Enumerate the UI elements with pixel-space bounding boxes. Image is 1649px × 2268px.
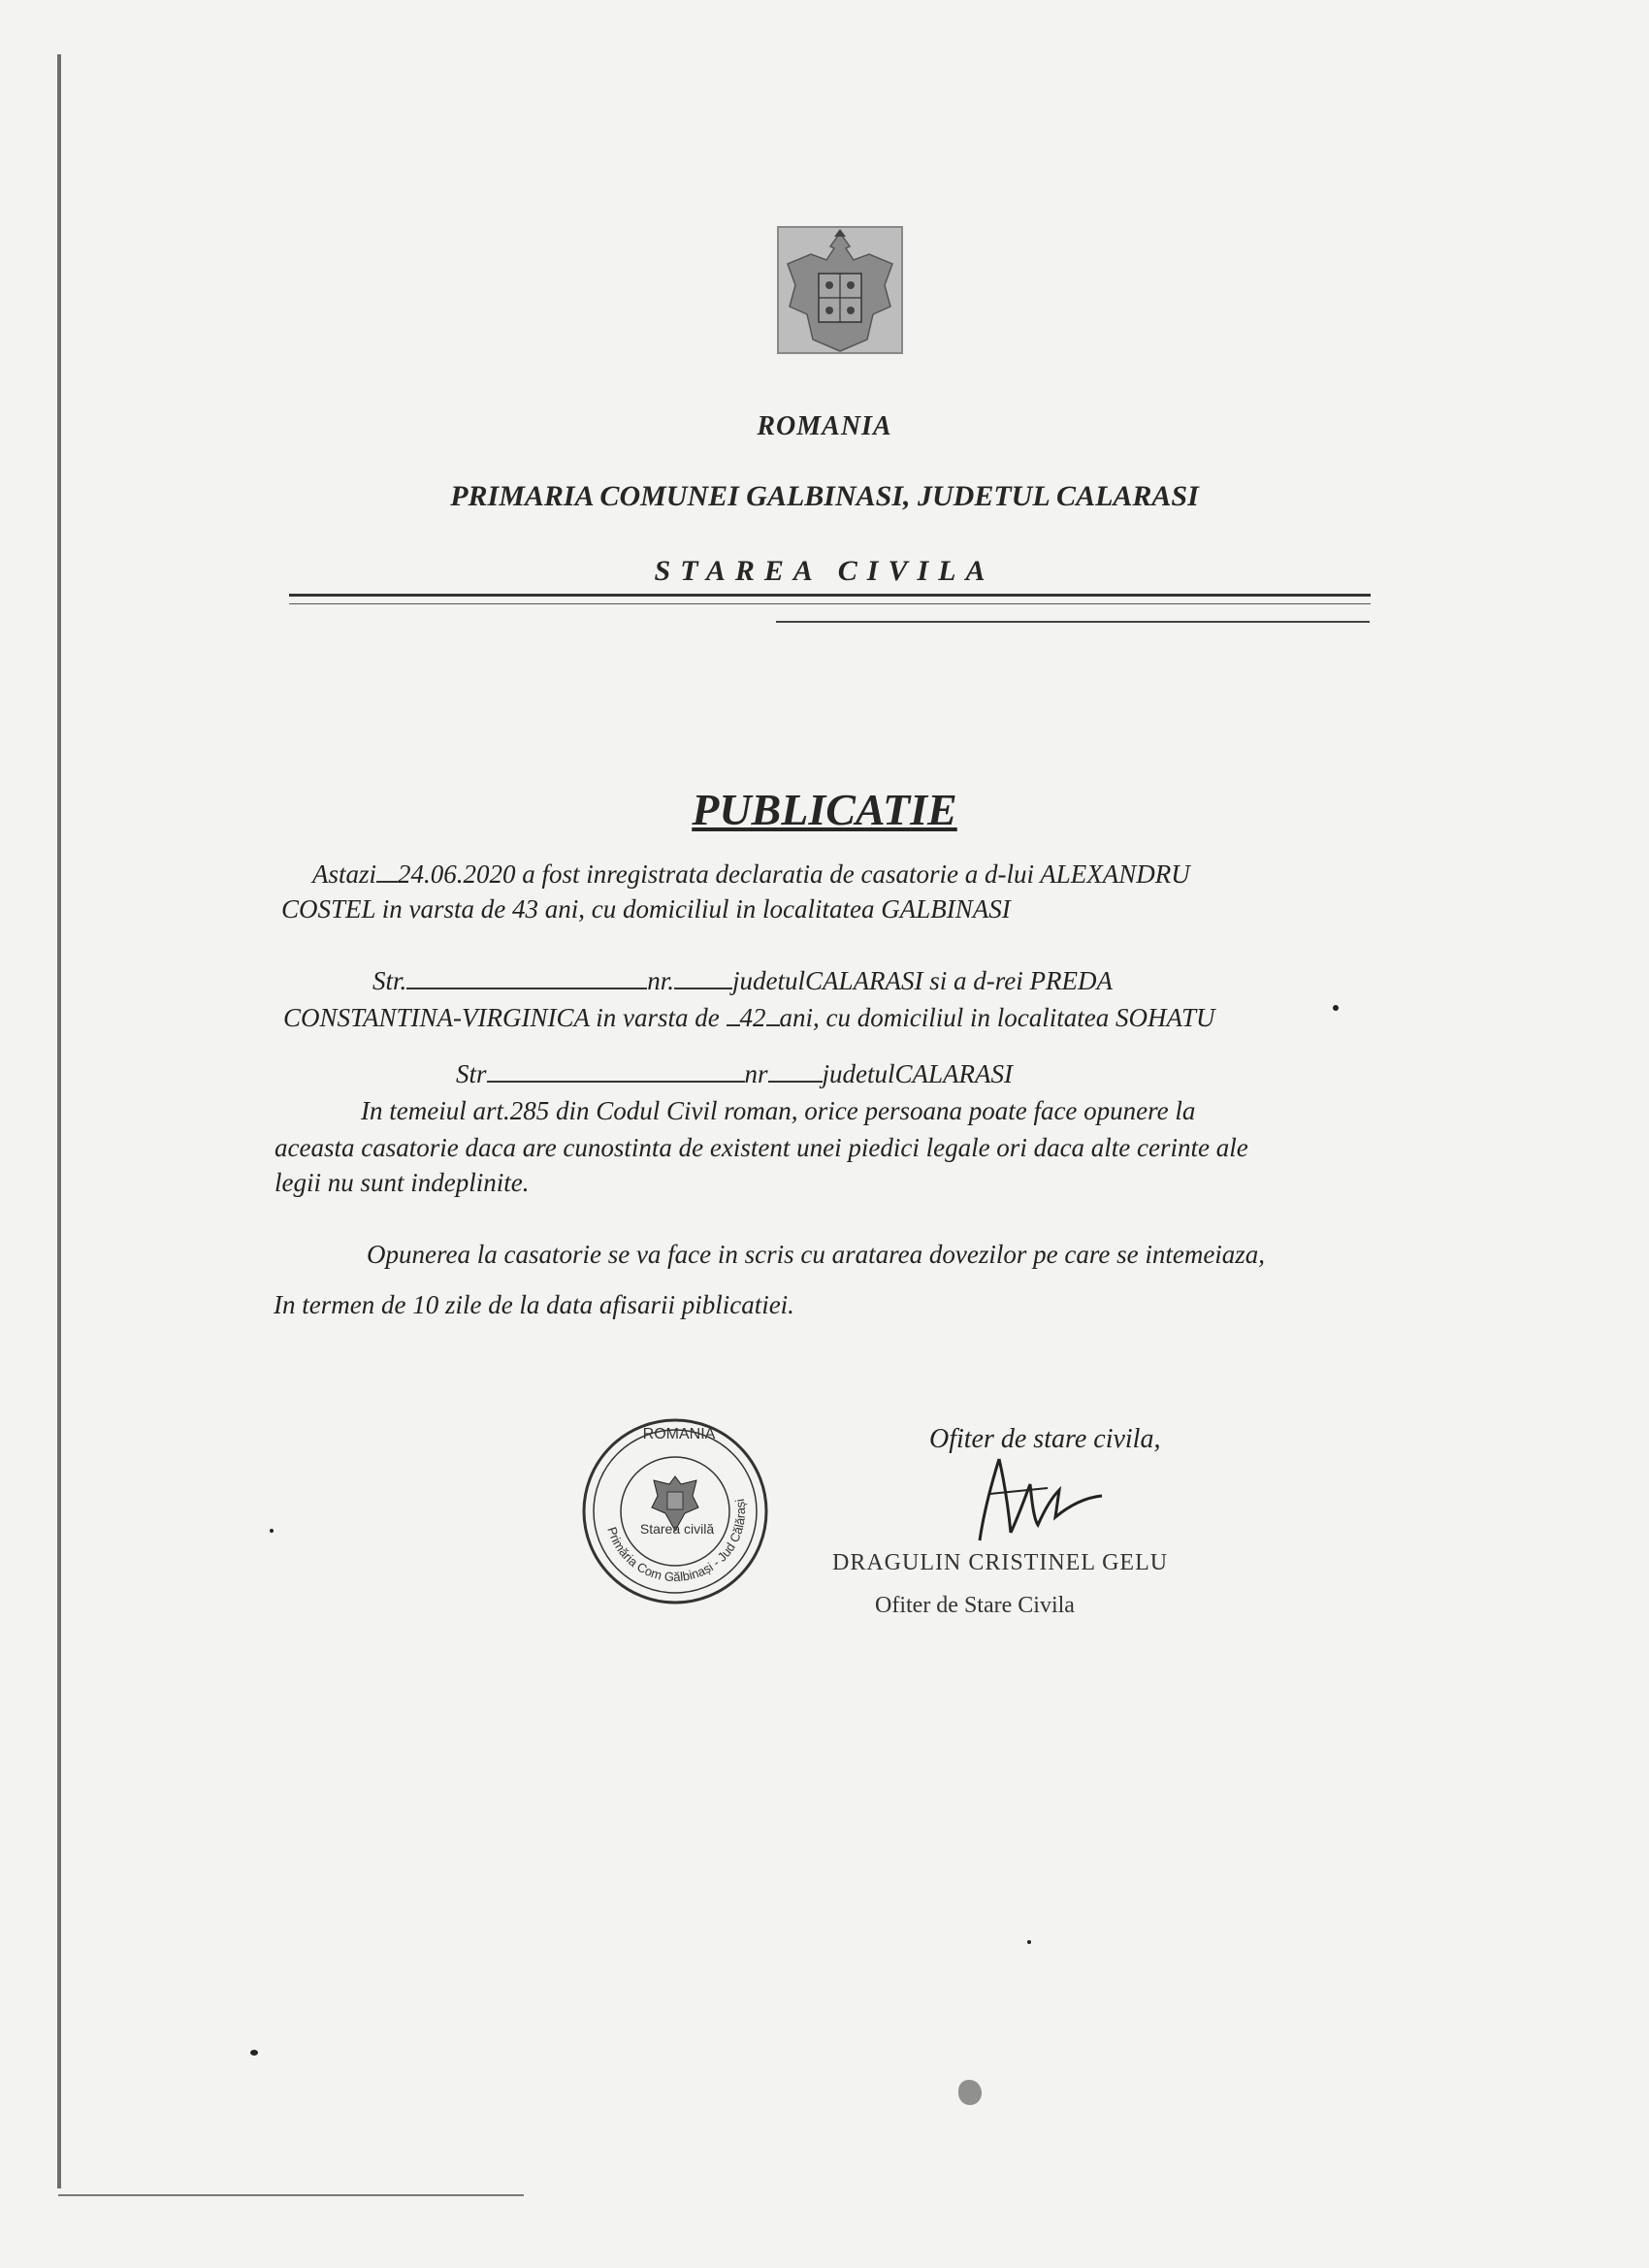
number-label: nr (744, 1059, 768, 1088)
number-blank (768, 1081, 823, 1083)
groom-county: CALARASI (805, 966, 923, 995)
scan-speck (1027, 1940, 1031, 1944)
bride-domicile: ani, cu domiciliul in localitatea SOHATU (779, 1003, 1215, 1032)
header-divider-short (776, 621, 1370, 623)
declaration-line-2 (281, 894, 1011, 924)
coat-of-arms-icon (776, 225, 904, 355)
stamp-top-text: ROMANIA (642, 1426, 716, 1442)
publication-title: PUBLICATIE (692, 785, 957, 834)
bride-line (283, 1003, 1214, 1033)
bride-county: CALARASI (894, 1059, 1014, 1088)
scan-speck (250, 2050, 258, 2056)
scan-speck (1333, 1005, 1339, 1011)
declaration-line-1 (312, 859, 1190, 890)
opposition-text-1: Opunerea la casatorie se va face in scris cu aratarea dovezilor pe care se intemeiaza, (367, 1240, 1266, 1269)
signatory-name: DRAGULIN CRISTINEL GELU (832, 1550, 1169, 1575)
number-blank (674, 988, 732, 989)
county-label: judetul (732, 966, 806, 995)
bride-name-part: CONSTANTINA-VIRGINICA (283, 1003, 590, 1032)
county-label: judetul (822, 1059, 895, 1088)
legal-text-3: legii nu sunt indeplinite. (275, 1168, 530, 1197)
header-divider-thin (289, 603, 1371, 604)
bride-age: 42 (739, 1003, 766, 1032)
opposition-text-2: In termen de 10 zile de la data afisarii piblicatiei. (274, 1290, 794, 1319)
scan-bottom-line (58, 2194, 524, 2196)
legal-text-2: aceasta casatorie daca are cunostinta de existent unei piedici legale ori daca alte cerinte ale (275, 1133, 1248, 1162)
header-office: PRIMARIA COMUNEI GALBINASI, JUDETUL CALARASI (450, 480, 1199, 512)
scan-speck (270, 1529, 274, 1533)
declaration-text: a fost inregistrata declaratia de casatorie a d-lui ALEXANDRU (515, 859, 1190, 889)
stamp-ring-text: Primăria Com Gălbinași - Jud Călărași (604, 1498, 749, 1585)
groom-domicile: ani, cu domiciliul in localitatea GALBINASI (538, 894, 1011, 923)
groom-age: 43 (512, 894, 539, 923)
street-label: Str. (372, 966, 407, 995)
legal-text-1: In temeiul art.285 din Codul Civil roman, orice persoana poate face opunere la (361, 1096, 1196, 1125)
handwritten-signature (970, 1455, 1106, 1544)
age-label: in varsta de (589, 1003, 727, 1032)
signatory-role: Ofiter de stare civila, (929, 1424, 1161, 1454)
blank-line (376, 881, 398, 883)
stamp-center-text: Starea civilă (639, 1521, 715, 1537)
signatory-title: Ofiter de Stare Civila (875, 1593, 1075, 1618)
age-label: in varsta de (375, 894, 513, 923)
street-blank (487, 1081, 745, 1083)
header-department: STAREA CIVILA (654, 555, 995, 587)
blank-line (727, 1024, 740, 1026)
header-country: ROMANIA (757, 411, 892, 441)
scan-edge-line (57, 54, 61, 2188)
street-label: Str (456, 1059, 487, 1088)
declaration-date: 24.06.2020 (398, 859, 516, 889)
scan-blot (958, 2080, 982, 2105)
bride-address-line (456, 1059, 1013, 1089)
groom-address-line (372, 966, 1113, 996)
street-blank (406, 988, 647, 989)
groom-name-part: COSTEL (281, 894, 376, 923)
header-divider (289, 594, 1371, 597)
bride-intro: si a d-rei PREDA (922, 966, 1114, 995)
intro-word: Astazi (312, 859, 377, 889)
blank-line (766, 1024, 780, 1026)
official-stamp (580, 1416, 770, 1606)
number-label: nr. (647, 966, 675, 995)
